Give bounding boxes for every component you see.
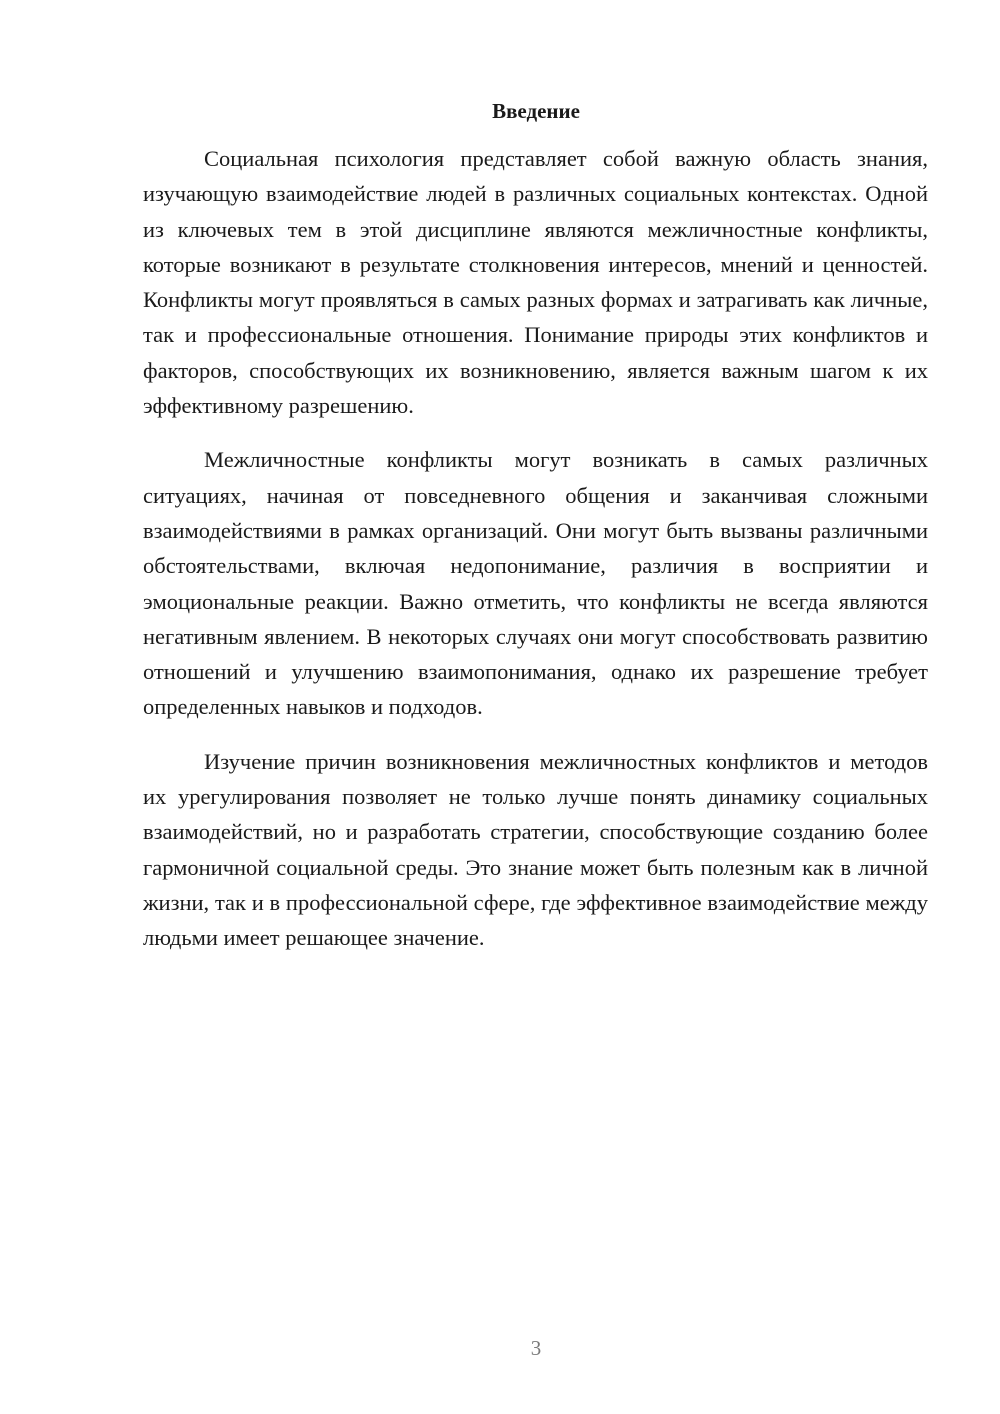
- page-number: 3: [530, 1336, 542, 1360]
- paragraph-1: Социальная психология представляет собой важную область знания, изучающую взаимодействие людей в различных социальных контекстах. Одной из ключевых тем в этой дисциплине являются межличностные конфликты, которые возникают в результате столкновения интересов, мнений и ценностей. Конфликты могут проявляться в самых разных формах и затрагивать как личные, так и профессиональные отношения. Понимание природы этих конфликтов и факторов, способствующих их возникновению, является важным шагом к их эффективному разрешению.: [143, 146, 928, 419]
- section-title: Введение: [492, 99, 580, 123]
- body-text: [143, 141, 928, 975]
- paragraph-3: Изучение причин возникновения межличностных конфликтов и методов их урегулирования позволяет не только лучше понять динамику социальных взаимодействий, но и разработать стратегии, способствующие созданию более гармоничной социальной среды. Это знание может быть полезным как в личной жизни, так и в профессиональной сфере, где эффективное взаимодействие между людьми имеет решающее значение.: [143, 748, 928, 951]
- paragraph-2: Межличностные конфликты могут возникать в самых различных ситуациях, начиная от повседневного общения и заканчивая сложными взаимодействиями в рамках организаций. Они могут быть вызваны различными обстоятельствами, включая недопонимание, различия в восприятии и эмоциональные реакции. Важно отметить, что конфликты не всегда являются негативным явлением. В некоторых случаях они могут способствовать развитию отношений и улучшению взаимопонимания, однако их разрешение требует определенных навыков и подходов.: [143, 447, 928, 720]
